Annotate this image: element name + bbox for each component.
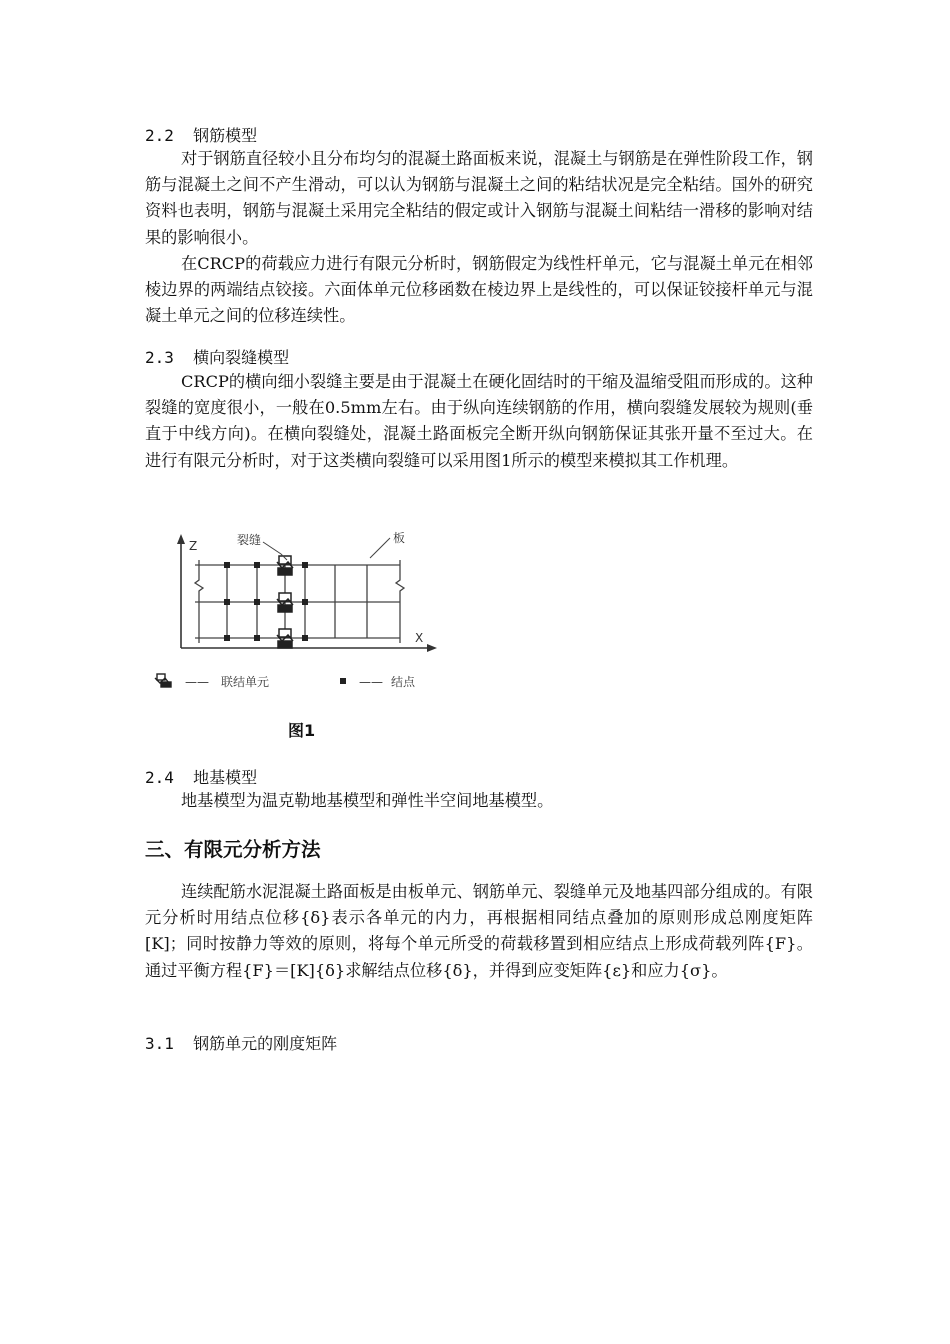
chapter-heading-3: 三、有限元分析方法: [145, 838, 321, 861]
z-axis-arrow: [177, 534, 185, 544]
section-heading-2-4: 2.4 地基模型: [145, 768, 258, 787]
figure-crack-model: [145, 520, 475, 700]
legend-node-icon: [340, 678, 346, 684]
x-axis-arrow: [427, 644, 437, 652]
crack-model-diagram: [145, 520, 475, 700]
crack-label: 裂缝: [237, 533, 262, 547]
axis-z-label: Z: [189, 539, 198, 553]
paragraph-rebar-element: 在CRCP的荷载应力进行有限元分析时，钢筋假定为线性杆单元，它与混凝土单元在相邻棱边界的两端结点铰接。六面体单元位移函数在棱边界上是线性的，可以保证铰接杆单元与混凝土单元之间的位移连续性。: [145, 254, 813, 326]
slab-label: 板: [393, 531, 406, 545]
legend-bond-icon: [155, 674, 171, 687]
paragraph-foundation-model: 地基模型为温克勒地基模型和弹性半空间地基模型。: [181, 791, 554, 810]
paragraph-transverse-crack: CRCP的横向细小裂缝主要是由于混凝土在硬化固结时的干缩及温缩受阻而形成的。这种裂缝的宽度很小，一般在0.5mm左右。由于纵向连续钢筋的作用，横向裂缝发展较为规则(垂直于中线方向)。在横向裂缝处，混凝土路面板完全断开纵向钢筋保证其张开量不至过大。在进行有限元分析时，对于这类横向裂缝可以采用图1所示的模型来模拟其工作机理。: [145, 372, 813, 470]
paragraph-fem-method: 连续配筋水泥混凝土路面板是由板单元、钢筋单元、裂缝单元及地基四部分组成的。有限元分析时用结点位移{δ}表示各单元的内力，再根据相同结点叠加的原则形成总刚度矩阵[K]；同时按静力等效的原则，将每个单元所受的荷载移置到相应结点上形成荷载列阵{F}。通过平衡方程{F}＝[K]{δ}求解结点位移{δ}，并得到应变矩阵{ε}和应力{σ}。: [145, 882, 813, 980]
paragraph-rebar-bond: 对于钢筋直径较小且分布均匀的混凝土路面板来说，混凝土与钢筋是在弹性阶段工作，钢筋与混凝土之间不产生滑动，可以认为钢筋与混凝土之间的粘结状况是完全粘结。国外的研究资料也表明，钢筋与混凝土采用完全粘结的假定或计入钢筋与混凝土间粘结一滑移的影响对结果的影响很小。: [145, 149, 813, 247]
section-heading-3-1: 3.1 钢筋单元的刚度矩阵: [145, 1034, 338, 1053]
bond-elements: [277, 556, 293, 648]
legend-bond-label: 联结单元: [221, 675, 270, 689]
legend-node-label: 结点: [391, 675, 416, 689]
axis-x-label: X: [415, 631, 424, 645]
figure-caption: 图1: [288, 721, 316, 740]
section-heading-2-3: 2.3 横向裂缝模型: [145, 348, 290, 367]
legend-dash-2: ——: [359, 675, 383, 689]
legend-dash-1: ——: [185, 675, 209, 689]
section-heading-2-2: 2.2 钢筋模型: [145, 126, 258, 145]
